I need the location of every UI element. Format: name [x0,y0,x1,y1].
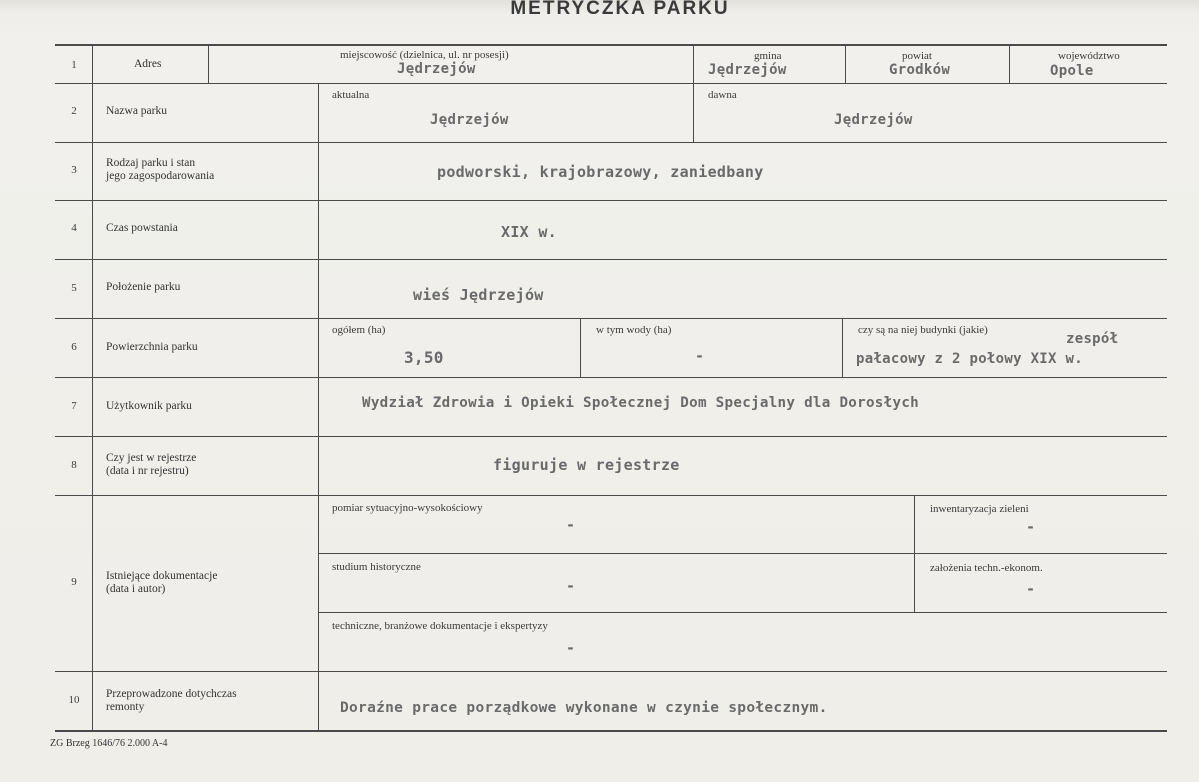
gmina-caption: gmina [754,50,782,62]
historic-caption: studium historyczne [332,561,421,573]
area-water-caption: w tym wody (ha) [596,324,672,336]
row-number: 5 [71,282,77,294]
row-divider [55,436,1167,437]
row-label-user: Użytkownik parku [106,400,192,412]
row-label-documentation: Istniejące dokumentacje (data i autor) [106,570,218,595]
register-value: figuruje w rejestrze [493,456,680,474]
row-number: 1 [71,59,77,71]
technical-value: - [566,639,576,657]
park-type-value: podworski, krajobrazowy, zaniedbany [437,163,764,181]
row-number: 2 [71,105,77,117]
location-value: wieś Jędrzejów [413,286,544,304]
row-label-address: Adres [134,58,162,70]
column-divider [845,44,846,83]
row-number: 4 [71,222,77,234]
row-divider [55,377,1167,378]
origin-value: XIX w. [501,223,557,241]
column-divider [693,44,694,142]
column-divider [208,44,209,83]
row-number: 7 [71,400,77,412]
wojewodztwo-caption: województwo [1058,50,1120,62]
table-bottom-border [55,730,1167,732]
name-current-value: Jędrzejów [430,112,509,128]
technical-caption: techniczne, branżowe dokumentacje i ekspertyzy [332,620,548,632]
row-divider [318,612,1167,613]
row-number: 10 [68,694,80,706]
column-divider [92,44,93,732]
historic-value: - [566,577,576,595]
row-number: 6 [71,341,77,353]
table-top-border [55,44,1167,46]
repairs-value: Doraźne prace porządkowe wykonane w czynie społecznym. [340,700,828,716]
column-divider [914,495,915,612]
row-label-origin: Czas powstania [106,222,178,234]
form-footer: ZG Brzeg 1646/76 2.000 A-4 [50,738,168,749]
buildings-caption: czy są na niej budynki (jakie) [858,324,988,336]
row-divider [55,259,1167,260]
form-title: METRYCZKA PARKU [510,0,730,19]
powiat-value: Grodków [889,62,951,78]
gmina-value: Jędrzejów [708,62,787,78]
column-divider [1009,44,1010,83]
wojewodztwo-value: Opole [1050,63,1094,79]
buildings-value-line1: zespół [1066,331,1119,347]
row-label-location: Położenie parku [106,281,181,293]
row-divider [55,671,1167,672]
row-number: 8 [71,459,77,471]
techecon-value: - [1026,580,1036,598]
column-divider [318,83,319,730]
area-total-caption: ogółem (ha) [332,324,386,336]
locality-value: Jędrzejów [397,61,476,77]
row-divider [55,142,1167,143]
buildings-value-line2: pałacowy z 2 połowy XIX w. [856,351,1083,367]
row-number: 3 [71,164,77,176]
row-divider [55,318,1167,319]
name-current-caption: aktualna [332,89,370,101]
column-divider [580,318,581,377]
survey-value: - [566,516,576,534]
row-label-park-type: Rodzaj parku i stan jego zagospodarowania [106,157,215,182]
row-label-park-name: Nazwa parku [106,105,167,117]
survey-caption: pomiar sytuacyjno-wysokościowy [332,502,483,514]
name-former-value: Jędrzejów [834,112,913,128]
powiat-caption: powiat [902,50,932,62]
area-water-value: - [695,347,705,365]
row-divider [55,83,1167,84]
row-label-repairs: Przeprowadzone dotychczas remonty [106,688,237,713]
locality-caption: miejscowość (dzielnica, ul. nr posesji) [340,49,509,61]
row-divider [55,200,1167,201]
inventory-caption: inwentaryzacja zieleni [930,503,1029,515]
inventory-value: - [1026,518,1036,536]
row-number: 9 [71,576,77,588]
row-label-register: Czy jest w rejestrze (data i nr rejestru) [106,452,197,477]
row-divider [55,495,1167,496]
column-divider [842,318,843,377]
techecon-caption: założenia techn.-ekonom. [930,562,1043,574]
area-total-value: 3,50 [404,348,444,367]
row-label-area: Powierzchnia parku [106,341,198,353]
user-value: Wydział Zdrowia i Opieki Społecznej Dom Specjalny dla Dorosłych [362,395,920,411]
row-divider [318,553,1167,554]
name-former-caption: dawna [708,89,737,101]
